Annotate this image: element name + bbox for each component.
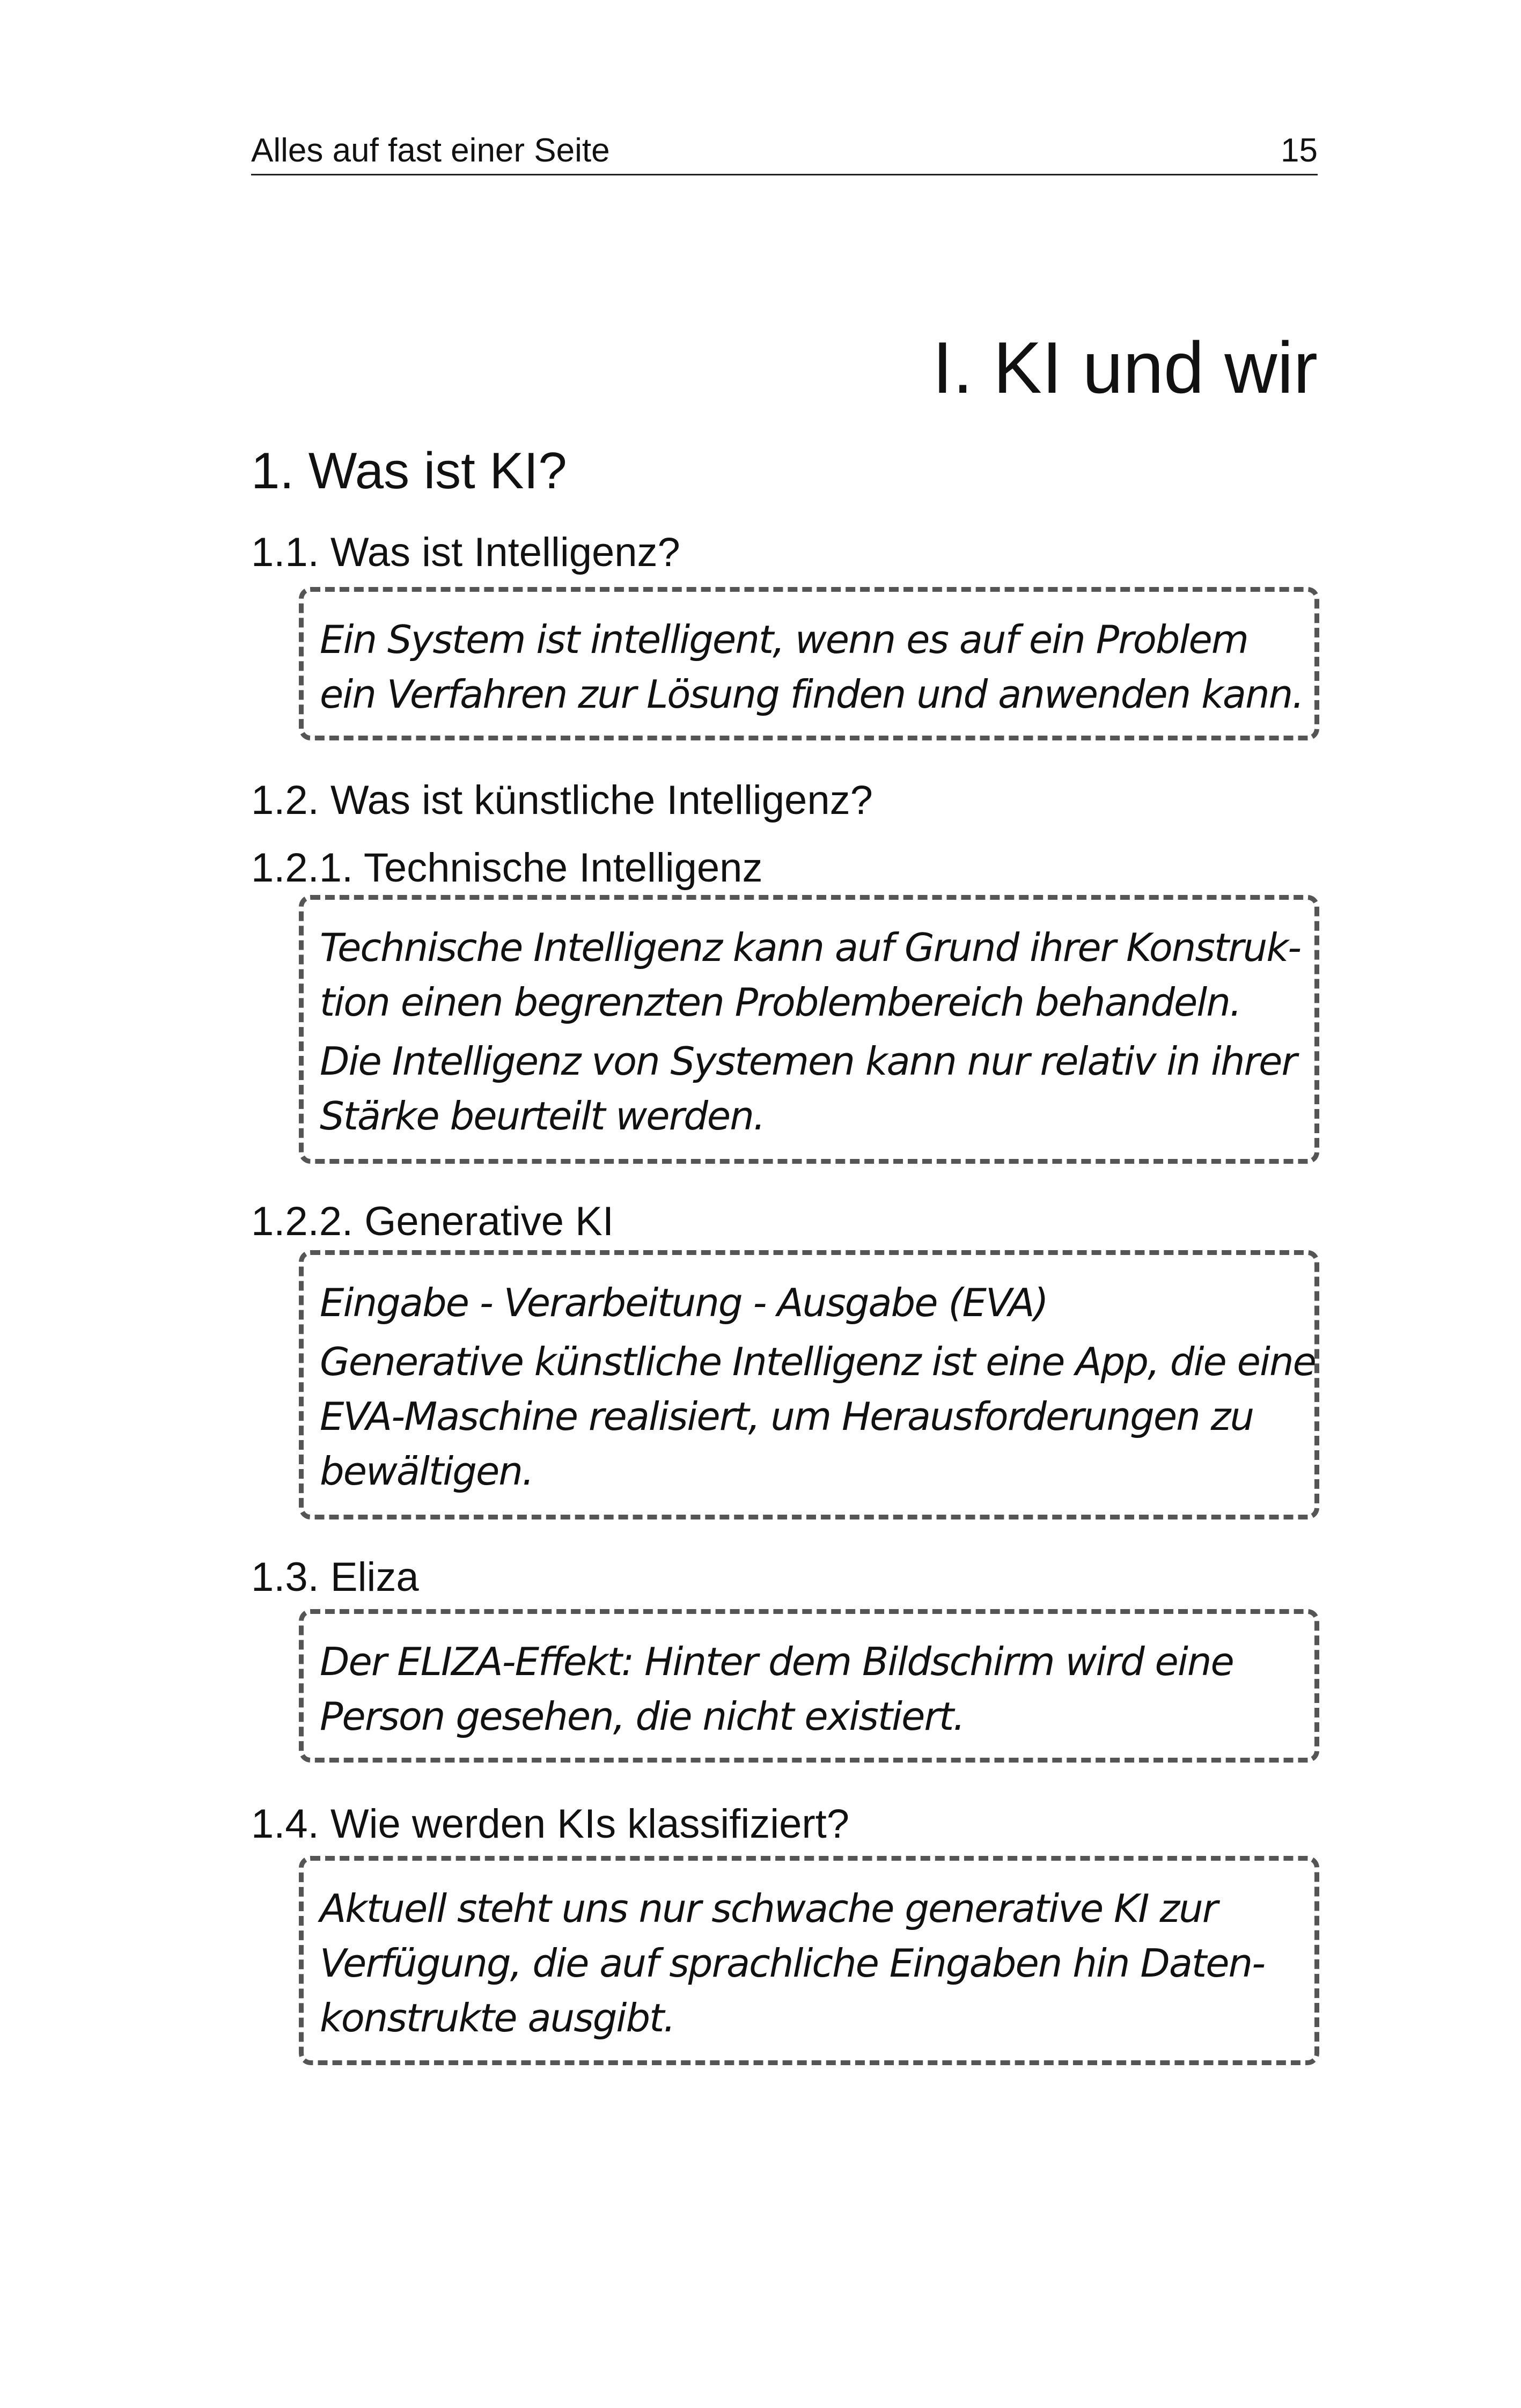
running-header	[251, 128, 1318, 175]
section-title: 1. Was ist KI?	[251, 442, 567, 500]
definition-box-technical-intelligence	[299, 895, 1319, 1164]
box-line: Eingabe - Verarbeitung - Ausgabe (EVA)	[320, 1280, 1048, 1325]
box-paragraph	[320, 920, 1299, 1030]
box-paragraph	[320, 1275, 1299, 1330]
box-paragraph	[320, 612, 1304, 722]
box-line: Technische Intelligenz kann auf Grund ihrer Konstruk-	[320, 925, 1301, 970]
chapter-title: I. KI und wir	[932, 327, 1318, 408]
box-line: Ein System ist intelligent, wenn es auf ein Problem	[320, 617, 1248, 662]
box-paragraph	[320, 1634, 1299, 1744]
box-paragraph	[320, 1034, 1299, 1143]
box-line: Generative künstliche Intelligenz ist eine App, die eine	[320, 1339, 1316, 1384]
page-number: 15	[1281, 132, 1318, 169]
subsection-title-1-4: 1.4. Wie werden KIs klassifiziert?	[251, 1801, 850, 1847]
definition-box-classification	[299, 1856, 1319, 2065]
running-title: Alles auf fast einer Seite	[251, 132, 610, 169]
box-line: Der ELIZA-Effekt: Hinter dem Bildschirm wird eine	[320, 1639, 1233, 1684]
box-line: EVA-Maschine realisiert, um Herausforderungen zu	[320, 1394, 1254, 1439]
box-line: Person gesehen, die nicht existiert.	[320, 1694, 965, 1739]
subsection-title-1-1: 1.1. Was ist Intelligenz?	[251, 530, 680, 575]
box-line: bewältigen.	[320, 1449, 533, 1494]
subsection-title-1-2-2: 1.2.2. Generative KI	[251, 1199, 614, 1244]
box-paragraph	[320, 1881, 1299, 2045]
subsection-title-1-3: 1.3. Eliza	[251, 1554, 419, 1600]
subsection-title-1-2: 1.2. Was ist künstliche Intelligenz?	[251, 777, 873, 823]
box-line: tion einen begrenzten Problembereich behandeln.	[320, 980, 1241, 1025]
box-line: Verfügung, die auf sprachliche Eingaben hin Daten-	[320, 1941, 1265, 1986]
subsection-title-1-2-1: 1.2.1. Technische Intelligenz	[251, 845, 763, 891]
definition-box-generative-ai	[299, 1250, 1319, 1519]
box-line: Aktuell steht uns nur schwache generative KI zur	[320, 1886, 1217, 1931]
definition-box-eliza	[299, 1609, 1319, 1763]
box-line: konstrukte ausgibt.	[320, 1995, 675, 2040]
box-line: Stärke beurteilt werden.	[320, 1093, 765, 1139]
box-paragraph	[320, 1334, 1316, 1499]
box-line: ein Verfahren zur Lösung finden und anwenden kann.	[320, 672, 1304, 717]
definition-box-intelligence	[299, 587, 1319, 740]
box-line: Die Intelligenz von Systemen kann nur relativ in ihrer	[320, 1039, 1296, 1084]
